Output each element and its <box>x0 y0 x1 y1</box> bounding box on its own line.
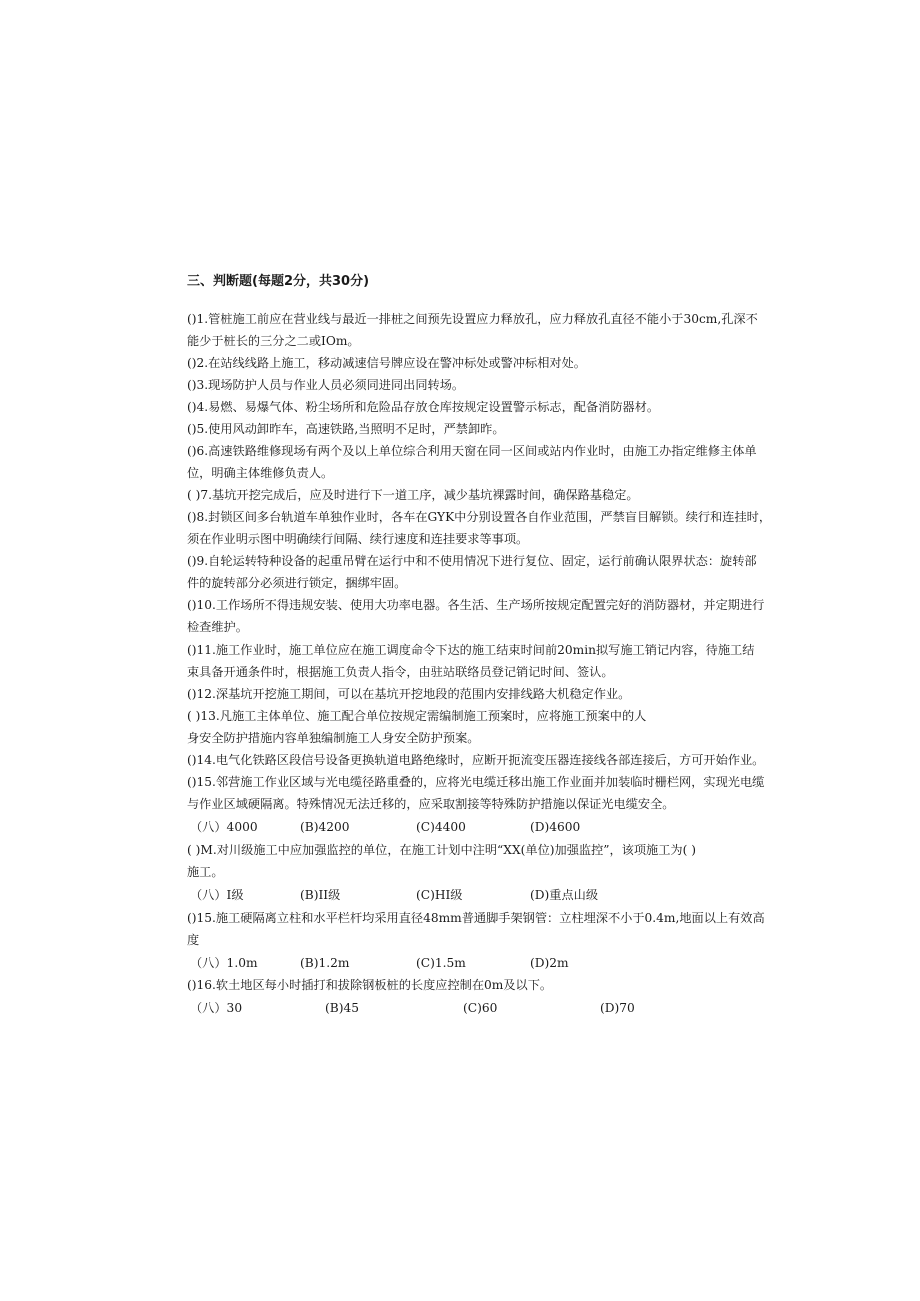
question-line: ()11.施工作业时，施工单位应在施工调度命令下达的施工结束时间前20min拟写施工销记内容，待施工结 <box>187 643 755 657</box>
question-line: ()2.在站线线路上施工，移动减速信号牌应设在警冲标处或警冲标相对处。 <box>187 356 586 370</box>
question-line: 能少于桩长的三分之二或IOm。 <box>187 334 360 348</box>
question-line: 身安全防护措施内容单独编制施工人身安全防护预案。 <box>187 731 480 745</box>
option-d: (D)70 <box>600 1001 635 1015</box>
question-line: ( )13.凡施工主体单位、施工配合单位按规定需编制施工预案时，应将施工预案中的人 <box>187 709 647 723</box>
question-line: ()14.电气化铁路区段信号设备更换轨道电路绝缘时，应断开扼流变压器连接线各部连接后，方可开始作业。 <box>187 753 765 767</box>
option-b: (B)4200 <box>300 820 350 834</box>
question-line: ( )M.对川级施工中应加强监控的单位，在施工计划中注明“XX(单位)加强监控”，该项施工为( ) <box>187 843 697 857</box>
question-line: ()15.邻营施工作业区域与光电缆径路重叠的，应将光电缆迁移出施工作业面并加装临时栅栏网，实现光电缆 <box>187 775 765 789</box>
question-line: 施工。 <box>187 865 224 879</box>
option-d: (D)4600 <box>530 820 581 834</box>
section-title: 三、判断题(每题2分，共30分) <box>187 274 370 289</box>
question-line: ()12.深基坑开挖施工期间，可以在基坑开挖地段的范围内安排线路大机稳定作业。 <box>187 687 631 701</box>
question-line: ()15.施工硬隔离立柱和水平栏杆均采用直径48mm普通脚手架钢管：立柱埋深不小于0.4m,地面以上有效高 <box>187 911 765 925</box>
question-line: ()1.管桩施工前应在营业线与最近一排桩之间预先设置应力释放孔，应力释放孔直径不能小于30cm,孔深不 <box>187 312 758 326</box>
question-line: 度 <box>187 933 200 947</box>
question-line: ()8.封锁区间多台轨道车单独作业时，各车在GYK中分别设置各自作业范围，严禁盲目解锁。续行和连挂时， <box>187 510 772 524</box>
question-line: 与作业区域硬隔离。特殊情况无法迁移的，应采取割接等特殊防护措施以保证光电缆安全。 <box>187 797 675 811</box>
option-b: (B)II级 <box>300 888 341 902</box>
option-c: (C)1.5m <box>416 956 466 970</box>
question-line: ()6.高速铁路维修现场有两个及以上单位综合利用天窗在同一区间或站内作业时，由施工办指定维修主体单 <box>187 444 757 458</box>
question-line: ()3.现场防护人员与作业人员必须同进同出同转场。 <box>187 378 465 392</box>
option-c: (C)60 <box>463 1001 498 1015</box>
question-line: 位，明确主体维修负责人。 <box>187 466 334 480</box>
option-b: (B)45 <box>325 1001 359 1015</box>
question-line: 件的旋转部分必须进行锁定，捆绑牢固。 <box>187 576 407 590</box>
option-a: （八）I级 <box>190 888 244 902</box>
question-line: ()5.使用风动卸昨车，高速铁路,当照明不足时，严禁卸昨。 <box>187 422 505 436</box>
option-d: (D)2m <box>530 956 569 970</box>
question-line: ()4.易燃、易爆气体、粉尘场所和危险品存放仓库按规定设置警示标志，配备消防器材。 <box>187 400 660 414</box>
question-line: 须在作业明示图中明确续行间隔、续行速度和连挂要求等事项。 <box>187 532 529 546</box>
option-a: （八）4000 <box>190 820 258 834</box>
question-line: 束具备开通条件时，根据施工负责人指令，由驻站联络员登记销记时间、签认。 <box>187 665 614 679</box>
question-line: ( )7.基坑开挖完成后，应及时进行下一道工序，减少基坑裸露时间，确保路基稳定。 <box>187 488 639 502</box>
question-line: 检查维护。 <box>187 620 248 634</box>
option-a: （八）30 <box>190 1001 243 1015</box>
option-a: （八）1.0m <box>190 956 258 970</box>
question-line: ()10.工作场所不得违规安装、使用大功率电器。各生活、生产场所按规定配置完好的消防器材，并定期进行 <box>187 598 765 612</box>
option-c: (C)HI级 <box>416 888 463 902</box>
option-d: (D)重点山级 <box>530 888 599 902</box>
option-b: (B)1.2m <box>300 956 350 970</box>
question-line: ()9.自轮运转特种设备的起重吊臂在运行中和不使用情况下进行复位、固定，运行前确认限界状态：旋转部 <box>187 554 757 568</box>
question-line: ()16.软土地区每小时插打和拔除钢板桩的长度应控制在0m及以下。 <box>187 978 553 992</box>
option-c: (C)4400 <box>416 820 466 834</box>
